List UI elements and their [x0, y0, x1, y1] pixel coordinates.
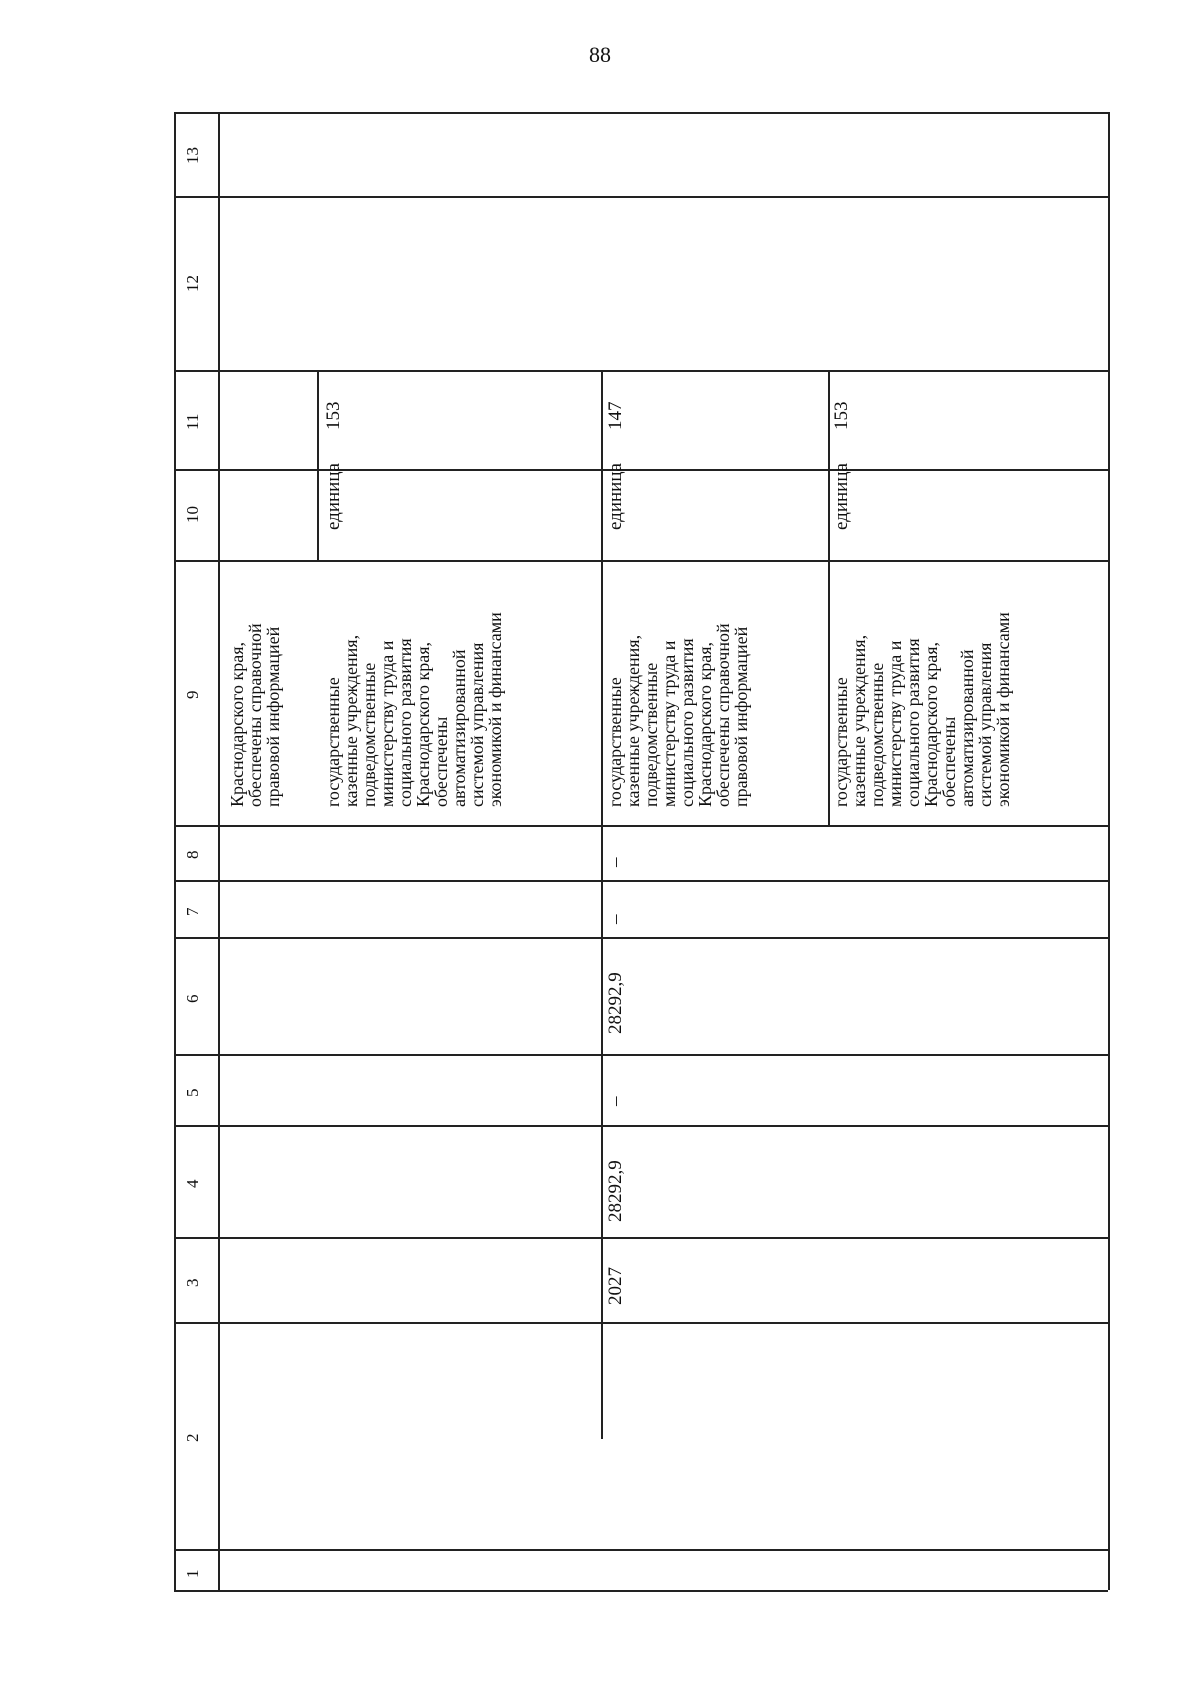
col-boundary — [174, 937, 1108, 939]
col-number-9: 9 — [183, 690, 202, 699]
table-border-top — [174, 112, 1108, 114]
col-number-12: 12 — [183, 275, 202, 292]
col-number-2: 2 — [183, 1433, 202, 1442]
row2-total: 28292,9 — [605, 1160, 626, 1222]
table-border-left — [174, 112, 176, 1590]
col-number-3: 3 — [183, 1278, 202, 1287]
row3-unit: единица — [831, 463, 852, 530]
col-boundary — [174, 469, 1108, 471]
col-number-1: 1 — [183, 1569, 202, 1578]
row-boundary — [828, 370, 830, 825]
row3-description: государственные казенные учреждения, подведомственные министерству труда и социального развития Краснодарского края, обеспечены автоматизированной системой управления экономикой и финансами — [831, 612, 1013, 807]
row2-col8: – — [605, 857, 626, 867]
row2-description: государственные казенные учреждения, подведомственные министерству труда и социального развития Краснодарского края, обеспечены справочной правовой информацией — [605, 623, 751, 807]
row3-value: 153 — [831, 401, 852, 430]
row-boundary — [601, 370, 603, 1439]
col-number-13: 13 — [183, 147, 202, 164]
page-number: 88 — [589, 42, 611, 67]
continuation-description: Краснодарского края, обеспечены справочной правовой информацией — [227, 623, 283, 807]
row1-unit: единица — [323, 463, 344, 530]
row1-description: государственные казенные учреждения, подведомственные министерству труда и социального развития Краснодарского края, обеспечены автоматизированной системой управления экономикой и финансами — [323, 612, 505, 807]
col-number-11: 11 — [183, 413, 202, 430]
row2-col6: 28292,9 — [605, 972, 626, 1034]
col-number-10: 10 — [183, 506, 202, 523]
col-number-6: 6 — [183, 994, 202, 1003]
col-boundary — [174, 825, 1108, 827]
col-number-7: 7 — [183, 907, 202, 916]
col-number-4: 4 — [183, 1179, 202, 1188]
col-boundary — [174, 196, 1108, 198]
col-number-5: 5 — [183, 1088, 202, 1097]
header-separator — [218, 112, 220, 1590]
col-number-8: 8 — [183, 850, 202, 859]
row1-value: 153 — [323, 401, 344, 430]
row2-unit: единица — [605, 463, 626, 530]
col-boundary — [174, 370, 1108, 372]
table-border-bottom — [174, 1590, 1108, 1592]
table-border-right — [1108, 112, 1110, 1590]
row2-col7: – — [605, 914, 626, 924]
col-boundary — [174, 1054, 1108, 1056]
col-boundary — [174, 1322, 1108, 1324]
col-boundary — [174, 560, 1108, 562]
col-boundary — [174, 1549, 1108, 1551]
row2-col5: – — [605, 1096, 626, 1106]
col-boundary — [174, 880, 1108, 882]
rotated-table — [174, 112, 1108, 1590]
col-boundary — [174, 1125, 1108, 1127]
col-boundary — [174, 1237, 1108, 1239]
row-boundary — [317, 370, 319, 560]
row2-year: 2027 — [605, 1267, 626, 1305]
row2-value: 147 — [605, 401, 626, 430]
